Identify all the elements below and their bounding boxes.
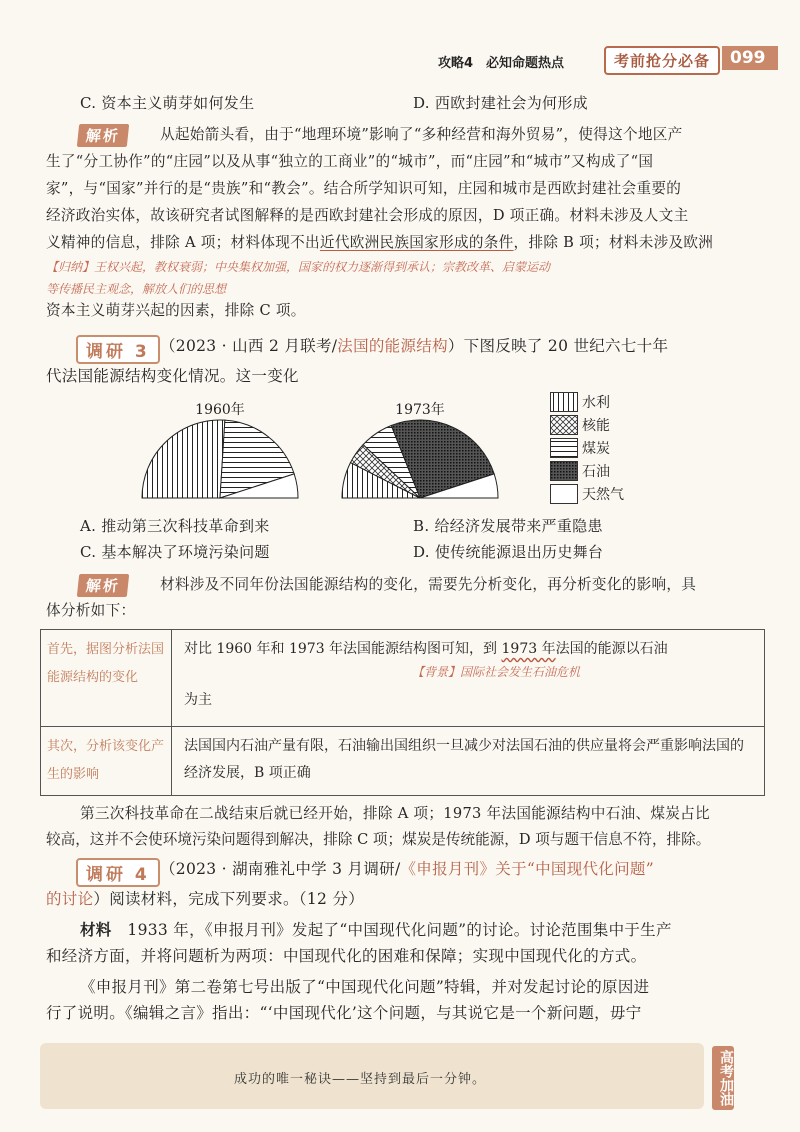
legend-swatch bbox=[550, 392, 578, 412]
analysis2-after1: 第三次科技革命在二战结束后就已经开始，排除 A 项；1973 年法国能源结构中石油、煤炭占比 bbox=[80, 805, 710, 822]
q3-source-a: （2023 · 山西 2 月联考/ bbox=[160, 337, 338, 355]
legend-swatch bbox=[550, 415, 578, 435]
analysis-tag-2: 解析 bbox=[77, 574, 129, 597]
q3-option-d: D. 使传统能源退出历史舞台 bbox=[413, 543, 604, 561]
q3-option-c: C. 基本解决了环境污染问题 bbox=[80, 543, 270, 561]
q4-material-p1 bbox=[80, 920, 672, 940]
legend-label: 水利 bbox=[582, 395, 610, 411]
q4-source-a: （2023 · 湖南雅礼中学 3 月调研/ bbox=[160, 860, 401, 878]
table-row2-head: 其次，分析该变化产生的影响 bbox=[41, 727, 172, 796]
q4-material-p2a: 《申报月刊》第二卷第七号出版了“中国现代化问题”特辑，并对发起讨论的原因进 bbox=[80, 978, 650, 996]
pie-1973 bbox=[342, 420, 498, 498]
analysis-table bbox=[40, 629, 765, 796]
table-row2-body: 法国国内石油产量有限，石油输出国组织一旦减少对法国石油的供应量将会严重影响法国的经济发展，B 项正确 bbox=[172, 727, 765, 796]
summary-text-a: 王权兴起，教权衰弱；中央集权加强，国家的权力逐渐得到承认；宗教改革、启蒙运动 bbox=[94, 260, 551, 274]
legend-swatch bbox=[550, 461, 578, 481]
legend-label: 石油 bbox=[582, 464, 610, 480]
analysis1-line5-b: ，排除 B 项；材料未涉及欧洲 bbox=[513, 234, 714, 251]
summary-note bbox=[46, 258, 550, 275]
analysis2-intro2: 体分析如下： bbox=[46, 602, 136, 619]
summary-label: 【归纳】 bbox=[46, 260, 95, 274]
pie-1960-title: 1960年 bbox=[195, 402, 245, 418]
analysis1-line6: 资本主义萌芽兴起的因素，排除 C 项。 bbox=[46, 302, 306, 319]
legend-item-hydro bbox=[550, 391, 610, 413]
row1-text-a: 对比 1960 年和 1973 年法国能源结构图可知，到 bbox=[184, 641, 502, 657]
row1-text-c: 为主 bbox=[184, 692, 212, 708]
q3-option-b: B. 给经济发展带来严重隐患 bbox=[413, 517, 603, 535]
q4-source-b: ）阅读材料，完成下列要求。（12 分） bbox=[93, 890, 365, 908]
legend-item-gas bbox=[550, 483, 624, 505]
q3-stem-line1 bbox=[160, 336, 668, 356]
analysis1-line3: 家”，与“国家”并行的是“贵族”和“教会”。结合所学知识可知，庄园和城市是西欧封建社会重要的 bbox=[46, 180, 682, 197]
header-badge: 考前抢分必备 bbox=[604, 46, 720, 75]
q4-material-p1b: 和经济方面，并将问题析为两项：中国现代化的困难和保障；实现中国现代化的方式。 bbox=[46, 947, 647, 965]
row1-text-underlined: 1973 年 bbox=[501, 641, 556, 657]
legend-swatch bbox=[550, 484, 578, 504]
table-row bbox=[41, 727, 765, 796]
research-tag-4: 调研 4 bbox=[76, 858, 160, 887]
legend-item-coal bbox=[550, 437, 610, 459]
pie-slice-1960-hydro bbox=[142, 420, 225, 498]
page-header bbox=[0, 40, 800, 80]
legend-label: 天然气 bbox=[582, 487, 624, 503]
q4-stem-line1 bbox=[160, 859, 654, 879]
q4-source-topic-1: 《申报月刊》关于“中国现代化问题” bbox=[400, 860, 654, 878]
summary-note-2: 等传播民主观念，解放人们的思想 bbox=[46, 282, 227, 296]
table-row1-head: 首先，据图分析法国能源结构的变化 bbox=[41, 630, 172, 727]
material-p1-a: 1933 年，《申报月刊》发起了“中国现代化问题”的讨论。讨论范围集中于生产 bbox=[111, 921, 672, 939]
table-row bbox=[41, 630, 765, 727]
table-row1-body bbox=[172, 630, 765, 727]
legend-item-oil bbox=[550, 460, 610, 482]
legend-item-nuclear bbox=[550, 414, 610, 436]
analysis2-intro1: 材料涉及不同年份法国能源结构的变化，需要先分析变化，再分析变化的影响，具 bbox=[160, 576, 697, 593]
q3-source-b: ）下图反映了 20 世纪六七十年 bbox=[447, 337, 669, 355]
analysis1-line2: 生了“分工协作”的“庄园”以及从事“独立的工商业”的“城市”，而“庄园”和“城市”又构成了“国 bbox=[46, 153, 654, 170]
pie-1973-title: 1973年 bbox=[395, 402, 445, 418]
section-title: 攻略4 必知命题热点 bbox=[438, 56, 565, 71]
page-number: 099 bbox=[722, 46, 778, 70]
analysis1-line5-a: 义精神的信息，排除 A 项；材料体现不出 bbox=[46, 234, 320, 251]
footer-motto: 成功的唯一秘诀——坚持到最后一分钟。 bbox=[234, 1072, 487, 1087]
analysis1-line4: 经济政治实体，故该研究者试图解释的是西欧封建社会形成的原因，D 项正确。材料未涉及人文主 bbox=[46, 207, 689, 224]
material-label: 材料 bbox=[80, 921, 112, 939]
analysis2-after2: 较高，这并不会使环境污染问题得到解决，排除 C 项；煤炭是传统能源，D 项与题干信息不符，排除。 bbox=[46, 831, 711, 848]
pie-1960 bbox=[142, 420, 298, 498]
analysis1-underlined: 近代欧洲民族国家形成的条件 bbox=[319, 234, 514, 251]
option-d: D. 西欧封建社会为何形成 bbox=[413, 94, 588, 112]
legend-label: 核能 bbox=[582, 418, 610, 434]
q3-option-a: A. 推动第三次科技革命到来 bbox=[80, 517, 270, 535]
analysis-tag: 解析 bbox=[77, 124, 129, 147]
q4-source-topic-2: 的讨论 bbox=[46, 890, 94, 908]
q4-material-p2b: 行了说明。《编辑之言》指出：“‘中国现代化’这个问题，与其说它是一个新问题，毋宁 bbox=[46, 1004, 642, 1022]
analysis1-line1: 从起始箭头看，由于“地理环境”影响了“多种经营和海外贸易”，使得这个地区产 bbox=[160, 126, 683, 143]
legend-swatch bbox=[550, 438, 578, 458]
analysis1-line5 bbox=[46, 233, 713, 253]
footer-side-label: 高考加油 bbox=[712, 1046, 734, 1110]
q4-stem-line2 bbox=[46, 889, 364, 909]
q3-stem-line2: 代法国能源结构变化情况。这一变化 bbox=[46, 367, 299, 385]
q3-source-topic: 法国的能源结构 bbox=[337, 337, 448, 355]
row1-text-b: 法国的能源以石油 bbox=[555, 641, 668, 657]
research-tag-3: 调研 3 bbox=[76, 335, 160, 364]
row1-note: 【背景】国际社会发生石油危机 bbox=[412, 665, 581, 679]
legend-label: 煤炭 bbox=[582, 441, 610, 457]
option-c: C. 资本主义萌芽如何发生 bbox=[80, 94, 255, 112]
